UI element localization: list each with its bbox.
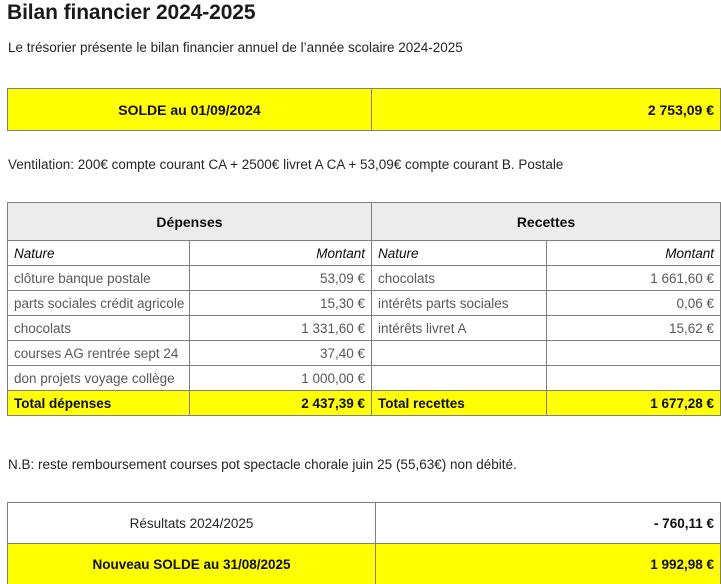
income-amount <box>546 341 721 366</box>
income-nature: chocolats <box>372 266 547 291</box>
opening-balance-value: 2 753,09 € <box>372 89 721 131</box>
nb-note: N.B: reste remboursement courses pot spectacle chorale juin 25 (55,63€) non débité. <box>8 457 517 472</box>
closing-balance-row <box>8 544 721 584</box>
annual-result-value: - 760,11 € <box>376 503 721 544</box>
ledger-header-row <box>8 203 721 241</box>
expense-amount: 53,09 € <box>190 266 372 291</box>
table-row <box>8 291 721 316</box>
income-nature: intérêts livret A <box>372 316 547 341</box>
income-amount: 15,62 € <box>546 316 721 341</box>
ledger-table <box>7 202 721 416</box>
income-nature-column-header: Nature <box>372 241 547 266</box>
expense-amount: 1 000,00 € <box>190 366 372 391</box>
total-expenses-amount: 2 437,39 € <box>190 391 372 416</box>
annual-result-row <box>8 503 721 544</box>
ledger-subheader-row <box>8 241 721 266</box>
expense-amount: 15,30 € <box>190 291 372 316</box>
total-income-amount: 1 677,28 € <box>546 391 721 416</box>
total-income-label: Total recettes <box>372 391 547 416</box>
annual-result-label: Résultats 2024/2025 <box>8 503 376 544</box>
income-nature: intérêts parts sociales <box>372 291 547 316</box>
table-row <box>8 366 721 391</box>
income-amount-column-header: Montant <box>546 241 721 266</box>
expense-nature: parts sociales crédit agricole <box>8 291 190 316</box>
income-nature <box>372 341 547 366</box>
expense-nature: don projets voyage collège <box>8 366 190 391</box>
expense-nature: chocolats <box>8 316 190 341</box>
opening-balance-table <box>7 88 721 131</box>
income-amount: 1 661,60 € <box>546 266 721 291</box>
table-row <box>8 266 721 291</box>
expenses-amount-column-header: Montant <box>190 241 372 266</box>
opening-balance-label: SOLDE au 01/09/2024 <box>8 89 372 131</box>
expense-nature: clôture banque postale <box>8 266 190 291</box>
closing-balance-value: 1 992,98 € <box>376 544 721 584</box>
income-amount: 0,06 € <box>546 291 721 316</box>
table-row <box>8 341 721 366</box>
expense-amount: 37,40 € <box>190 341 372 366</box>
intro-paragraph: Le trésorier présente le bilan financier annuel de l’année scolaire 2024-2025 <box>8 40 463 55</box>
income-section-header: Recettes <box>372 203 721 241</box>
expense-nature: courses AG rentrée sept 24 <box>8 341 190 366</box>
expense-amount: 1 331,60 € <box>190 316 372 341</box>
results-table <box>7 502 721 584</box>
closing-balance-label: Nouveau SOLDE au 31/08/2025 <box>8 544 376 584</box>
income-nature <box>372 366 547 391</box>
expenses-nature-column-header: Nature <box>8 241 190 266</box>
expenses-section-header: Dépenses <box>8 203 372 241</box>
ventilation-note: Ventilation: 200€ compte courant CA + 2500€ livret A CA + 53,09€ compte courant B. Postale <box>8 157 564 172</box>
page-title: Bilan financier 2024-2025 <box>7 1 256 24</box>
ledger-totals-row <box>8 391 721 416</box>
total-expenses-label: Total dépenses <box>8 391 190 416</box>
table-row <box>8 316 721 341</box>
opening-balance-row <box>8 89 721 131</box>
income-amount <box>546 366 721 391</box>
